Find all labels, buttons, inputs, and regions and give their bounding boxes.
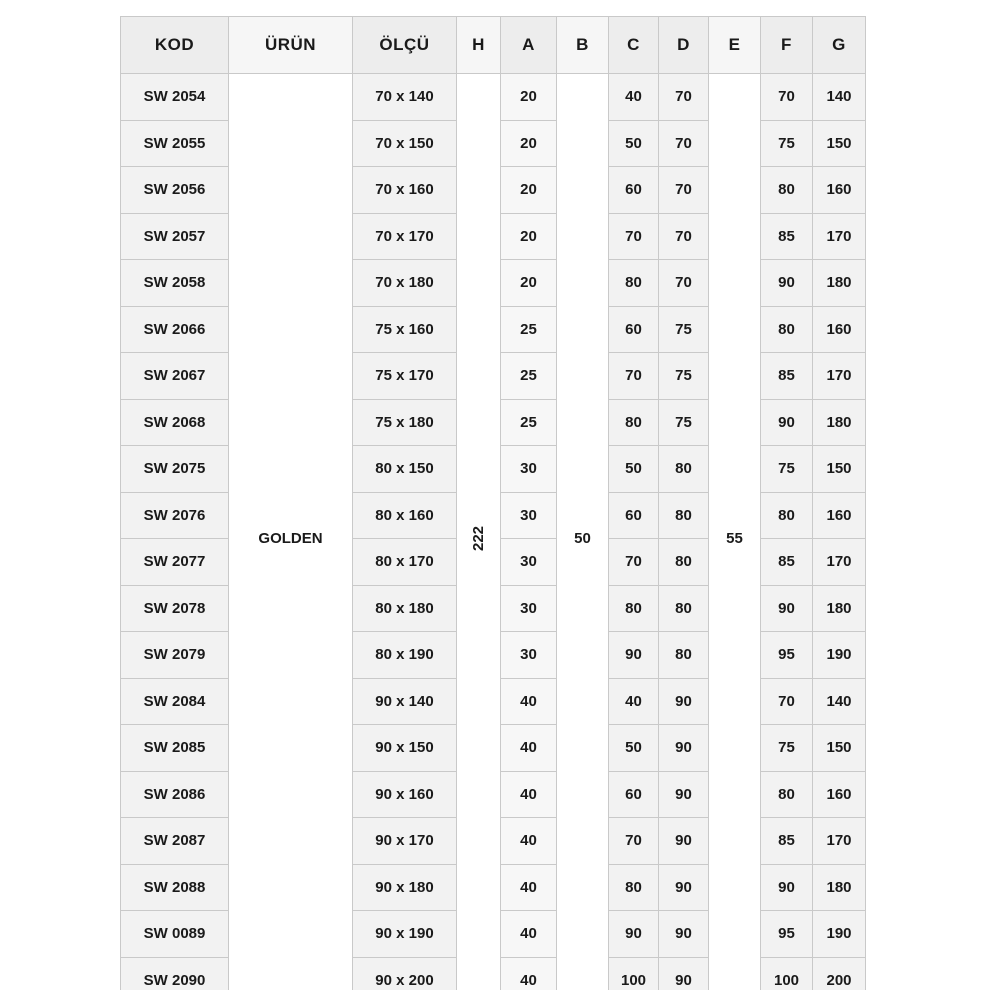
cell-a: 20: [501, 74, 557, 121]
cell-c: 40: [609, 74, 659, 121]
cell-f: 100: [761, 957, 813, 990]
cell-d: 75: [659, 399, 709, 446]
cell-f: 90: [761, 399, 813, 446]
cell-g: 140: [813, 678, 866, 725]
cell-d: 70: [659, 74, 709, 121]
cell-f: 80: [761, 771, 813, 818]
cell-f: 80: [761, 167, 813, 214]
cell-f: 95: [761, 632, 813, 679]
cell-kod: SW 2076: [121, 492, 229, 539]
cell-c: 70: [609, 539, 659, 586]
cell-c: 80: [609, 585, 659, 632]
product-spec-table: [120, 16, 866, 990]
cell-c: 80: [609, 864, 659, 911]
cell-c: 50: [609, 446, 659, 493]
cell-olcu: 70 x 160: [353, 167, 457, 214]
cell-kod: SW 2075: [121, 446, 229, 493]
cell-d: 90: [659, 864, 709, 911]
cell-a: 20: [501, 120, 557, 167]
cell-f: 90: [761, 585, 813, 632]
cell-g: 190: [813, 632, 866, 679]
cell-kod: SW 2057: [121, 213, 229, 260]
cell-kod: SW 2066: [121, 306, 229, 353]
table-header-row: [121, 17, 866, 74]
column-header-a: A: [501, 17, 557, 74]
table-header: [121, 17, 866, 74]
cell-d: 70: [659, 260, 709, 307]
cell-a: 25: [501, 399, 557, 446]
cell-d: 80: [659, 585, 709, 632]
cell-c: 70: [609, 353, 659, 400]
cell-kod: SW 2088: [121, 864, 229, 911]
cell-kod: SW 0089: [121, 911, 229, 958]
cell-c: 80: [609, 260, 659, 307]
cell-d: 80: [659, 492, 709, 539]
cell-g: 150: [813, 446, 866, 493]
cell-kod: SW 2068: [121, 399, 229, 446]
cell-g: 160: [813, 167, 866, 214]
cell-kod: SW 2054: [121, 74, 229, 121]
cell-a: 40: [501, 725, 557, 772]
cell-d: 90: [659, 725, 709, 772]
cell-olcu: 70 x 150: [353, 120, 457, 167]
cell-a: 20: [501, 260, 557, 307]
cell-d: 80: [659, 446, 709, 493]
cell-olcu: 75 x 160: [353, 306, 457, 353]
cell-g: 170: [813, 539, 866, 586]
cell-d: 70: [659, 213, 709, 260]
cell-f: 85: [761, 539, 813, 586]
cell-a: 30: [501, 539, 557, 586]
column-header-e: E: [709, 17, 761, 74]
cell-olcu: 80 x 180: [353, 585, 457, 632]
cell-a: 40: [501, 818, 557, 865]
cell-h-merged: 222: [457, 74, 501, 990]
column-header-d: D: [659, 17, 709, 74]
cell-d: 90: [659, 957, 709, 990]
cell-a: 40: [501, 678, 557, 725]
cell-f: 70: [761, 74, 813, 121]
cell-c: 60: [609, 771, 659, 818]
cell-f: 85: [761, 213, 813, 260]
cell-olcu: 80 x 190: [353, 632, 457, 679]
cell-c: 40: [609, 678, 659, 725]
cell-olcu: 90 x 150: [353, 725, 457, 772]
cell-a: 40: [501, 864, 557, 911]
column-header-b: B: [557, 17, 609, 74]
cell-g: 140: [813, 74, 866, 121]
cell-g: 170: [813, 353, 866, 400]
cell-d: 80: [659, 632, 709, 679]
cell-f: 95: [761, 911, 813, 958]
cell-c: 60: [609, 492, 659, 539]
cell-kod: SW 2078: [121, 585, 229, 632]
cell-kod: SW 2086: [121, 771, 229, 818]
cell-g: 170: [813, 818, 866, 865]
cell-c: 90: [609, 911, 659, 958]
cell-c: 80: [609, 399, 659, 446]
cell-olcu: 80 x 150: [353, 446, 457, 493]
cell-olcu: 90 x 200: [353, 957, 457, 990]
cell-c: 90: [609, 632, 659, 679]
cell-c: 50: [609, 725, 659, 772]
cell-olcu: 70 x 170: [353, 213, 457, 260]
cell-kod: SW 2079: [121, 632, 229, 679]
cell-kod: SW 2058: [121, 260, 229, 307]
cell-f: 90: [761, 864, 813, 911]
cell-f: 90: [761, 260, 813, 307]
cell-kod: SW 2087: [121, 818, 229, 865]
cell-e-merged: 55: [709, 74, 761, 990]
cell-olcu: 90 x 140: [353, 678, 457, 725]
cell-olcu: 90 x 160: [353, 771, 457, 818]
cell-f: 75: [761, 725, 813, 772]
cell-g: 180: [813, 585, 866, 632]
cell-d: 90: [659, 911, 709, 958]
cell-g: 180: [813, 864, 866, 911]
column-header-f: F: [761, 17, 813, 74]
cell-d: 75: [659, 353, 709, 400]
table-row: [121, 74, 866, 121]
cell-f: 70: [761, 678, 813, 725]
cell-g: 180: [813, 399, 866, 446]
cell-a: 40: [501, 957, 557, 990]
cell-c: 70: [609, 213, 659, 260]
cell-kod: SW 2090: [121, 957, 229, 990]
cell-g: 160: [813, 492, 866, 539]
cell-g: 200: [813, 957, 866, 990]
cell-f: 75: [761, 446, 813, 493]
cell-d: 70: [659, 120, 709, 167]
column-header-c: C: [609, 17, 659, 74]
cell-d: 80: [659, 539, 709, 586]
cell-c: 70: [609, 818, 659, 865]
cell-g: 150: [813, 725, 866, 772]
cell-kod: SW 2055: [121, 120, 229, 167]
cell-kod: SW 2056: [121, 167, 229, 214]
cell-olcu: 80 x 160: [353, 492, 457, 539]
cell-g: 150: [813, 120, 866, 167]
cell-kod: SW 2077: [121, 539, 229, 586]
cell-b-merged: 50: [557, 74, 609, 990]
cell-g: 170: [813, 213, 866, 260]
cell-a: 20: [501, 167, 557, 214]
cell-c: 50: [609, 120, 659, 167]
cell-d: 90: [659, 818, 709, 865]
cell-a: 30: [501, 446, 557, 493]
cell-g: 190: [813, 911, 866, 958]
column-header-h: H: [457, 17, 501, 74]
cell-d: 90: [659, 678, 709, 725]
cell-olcu: 80 x 170: [353, 539, 457, 586]
cell-a: 30: [501, 585, 557, 632]
cell-g: 180: [813, 260, 866, 307]
cell-a: 25: [501, 306, 557, 353]
cell-a: 30: [501, 632, 557, 679]
cell-a: 30: [501, 492, 557, 539]
cell-d: 90: [659, 771, 709, 818]
cell-olcu: 70 x 180: [353, 260, 457, 307]
cell-olcu: 70 x 140: [353, 74, 457, 121]
cell-c: 60: [609, 306, 659, 353]
cell-olcu: 90 x 170: [353, 818, 457, 865]
cell-kod: SW 2067: [121, 353, 229, 400]
cell-c: 60: [609, 167, 659, 214]
cell-olcu: 75 x 180: [353, 399, 457, 446]
cell-olcu: 90 x 180: [353, 864, 457, 911]
cell-g: 160: [813, 306, 866, 353]
cell-f: 80: [761, 306, 813, 353]
cell-g: 160: [813, 771, 866, 818]
cell-d: 70: [659, 167, 709, 214]
column-header-g: G: [813, 17, 866, 74]
cell-c: 100: [609, 957, 659, 990]
cell-a: 40: [501, 911, 557, 958]
cell-urun-merged: GOLDEN: [229, 74, 353, 990]
column-header-kod: KOD: [121, 17, 229, 74]
cell-d: 75: [659, 306, 709, 353]
cell-kod: SW 2085: [121, 725, 229, 772]
cell-a: 20: [501, 213, 557, 260]
cell-olcu: 75 x 170: [353, 353, 457, 400]
cell-kod: SW 2084: [121, 678, 229, 725]
cell-f: 85: [761, 818, 813, 865]
cell-a: 25: [501, 353, 557, 400]
cell-a: 40: [501, 771, 557, 818]
column-header-olcu: ÖLÇÜ: [353, 17, 457, 74]
cell-olcu: 90 x 190: [353, 911, 457, 958]
cell-f: 85: [761, 353, 813, 400]
column-header-urun: ÜRÜN: [229, 17, 353, 74]
cell-f: 75: [761, 120, 813, 167]
cell-f: 80: [761, 492, 813, 539]
table-body: [121, 74, 866, 990]
